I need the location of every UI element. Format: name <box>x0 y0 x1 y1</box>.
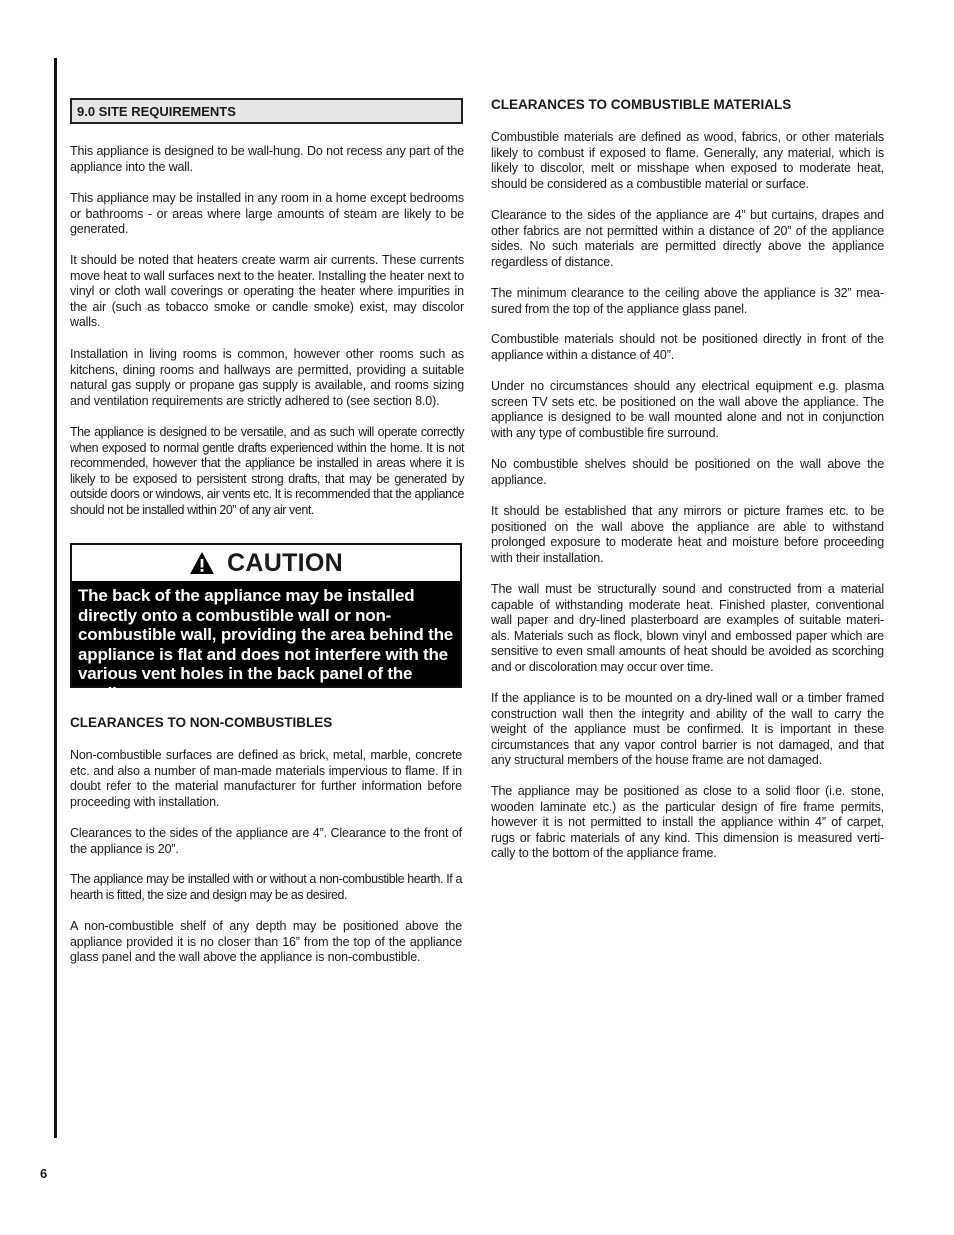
paragraph: Non-combustible surfaces are defined as brick, metal, marble, concrete etc. and also a number of man-made materials impervious to flame. If in doubt refer to the material manufacturer for further information before proceeding with installation. <box>70 748 462 809</box>
caution-header <box>72 545 460 581</box>
section-title: 9.0 SITE REQUIREMENTS <box>77 104 236 119</box>
margin-rule <box>54 58 57 1138</box>
paragraph: Combustible materials are defined as wood, fabrics, or other materials likely to combust if exposed to flame. Generally, any material, which is likely to discolor, melt or misshape when exposed to moderate heat, should be considered as a combustible material or surface. <box>491 130 884 191</box>
paragraph: This appliance may be installed in any room in a home except bedrooms or bathrooms - or areas where large amounts of steam are likely to be generated. <box>70 191 464 237</box>
caution-text: The back of the appliance may be installed directly onto a combustible wall or non-combustible wall, providing the area behind the appliance is flat and does not interfere with the various vent holes in the back panel of the appliance. <box>72 581 460 686</box>
paragraph: It should be noted that heaters create warm air currents. These currents move heat to wall surfaces next to the heater. Installing the heater next to vinyl or cloth wall coverings or operating the heater where impurities in the air (such as tobacco smoke or candle smoke) exist, may discolor walls. <box>70 253 464 330</box>
page-number: 6 <box>40 1166 48 1181</box>
paragraph: Clearance to the sides of the appliance are 4” but curtains, drapes and other fabrics are not permitted within a distance of 20” of the appliance sides. No such materials are permitted directly above the appliance regardless of distance. <box>491 208 884 269</box>
paragraph: If the appliance is to be mounted on a dry-lined wall or a timber framed construction wall then the integrity and ability of the wall to carry the weight of the appliance must be confirmed. It is important in these circumstances that any vapor control barrier is not damaged, and that any structural members of the house frame are not damaged. <box>491 691 884 768</box>
paragraph: Under no circumstances should any electrical equipment e.g. plasma screen TV sets etc. be positioned on the wall above the appliance. The appliance is designed to be wall mounted alone and not in conjunction with any type of combustible fire surround. <box>491 379 884 440</box>
paragraph: The wall must be structurally sound and constructed from a material capable of withstanding moderate heat. Finished plaster, conventional wall paper and dry-lined plasterboard are examples of suitable materi-als. Materials such as flock, blown vinyl and embossed paper which are sensitive to even small amounts of heat should be avoided as scorching and or discoloration may occur over time. <box>491 582 884 674</box>
paragraph: The minimum clearance to the ceiling above the appliance is 32” mea-sured from the top of the appliance glass panel. <box>491 286 884 316</box>
paragraph: Combustible materials should not be positioned directly in front of the appliance within a distance of 40”. <box>491 332 884 362</box>
paragraph: The appliance may be positioned as close to a solid floor (i.e. stone, wooden laminate etc.) as the particular design of fire frame permits, however it is not permitted to install the appliance within 4” of carpet, rugs or fabric materials of any kind. This dimension is measured verti-cally to the bottom of the appliance frame. <box>491 784 884 861</box>
paragraph: The appliance is designed to be versatile, and as such will operate correctly when exposed to normal gentle drafts experienced within the home. It is not recommended, however that the appliance be installed in areas where it is likely to be exposed to persistent strong drafts, that may be generated by outside doors or windows, air vents etc. It is recommended that the appliance should not be installed within 20” of any air vent. <box>70 425 464 517</box>
paragraph: It should be established that any mirrors or picture frames etc. to be positioned on the wall above the appliance are able to withstand prolonged exposure to moderate heat and moisture before proceeding with their installation. <box>491 504 884 565</box>
paragraph: Clearances to the sides of the appliance are 4”. Clearance to the front of the appliance is 20”. <box>70 826 462 856</box>
caution-box <box>70 543 462 703</box>
paragraph: This appliance is designed to be wall-hung. Do not recess any part of the appliance into the wall. <box>70 144 464 174</box>
paragraph: A non-combustible shelf of any depth may be positioned above the appliance provided it is no closer than 16” from the top of the appliance glass panel and the wall above the appliance is non-combustible. <box>70 919 462 965</box>
section-title-box <box>70 98 463 124</box>
paragraph: The appliance may be installed with or without a non-combustible hearth. If a hearth is fitted, the size and design may be as desired. <box>70 872 462 902</box>
combustibles-heading: CLEARANCES TO COMBUSTIBLE MATERIALS <box>491 97 792 112</box>
caution-title: CAUTION <box>227 548 343 577</box>
paragraph: Installation in living rooms is common, however other rooms such as kitchens, dining rooms and hallways are permitted, providing a suitable natural gas supply or propane gas supply is available, and rooms sizing and ventilation requirements are strictly adhered to (see section 8.0). <box>70 347 464 408</box>
warning-triangle-icon <box>189 551 215 575</box>
noncombustibles-heading: CLEARANCES TO NON-COMBUSTIBLES <box>70 715 333 730</box>
paragraph: No combustible shelves should be positioned on the wall above the appliance. <box>491 457 884 487</box>
